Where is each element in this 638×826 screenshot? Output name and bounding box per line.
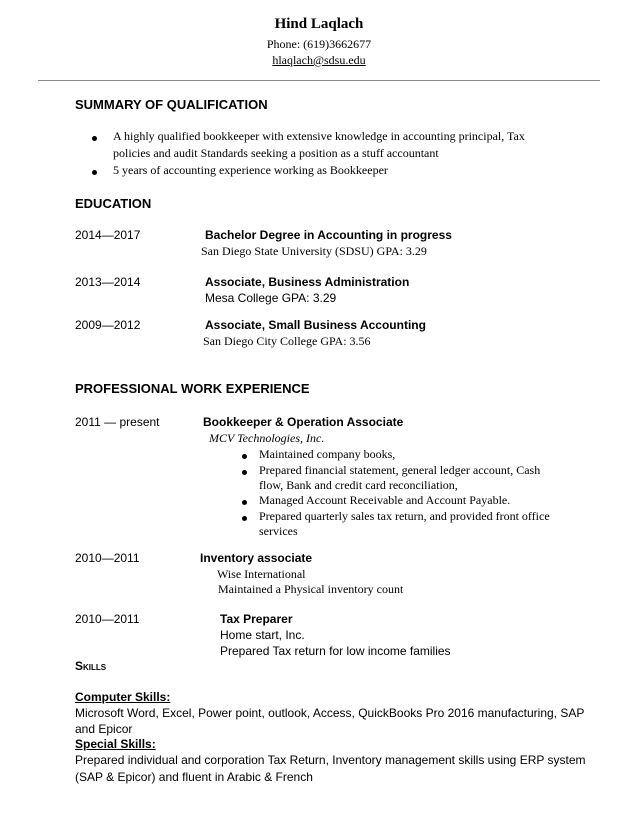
special-skills-line-2: (SAP & Epicor) and fluent in Arabic & French	[75, 770, 313, 784]
summary-bullet-1-line-1: A highly qualified bookkeeper with extensive knowledge in accounting principal, Tax	[113, 129, 525, 143]
summary-bullet-1-line-2: policies and audit Standards seeking a position as a stuff accountant	[113, 146, 439, 160]
education-degree: Associate, Small Business Accounting	[205, 318, 426, 332]
education-heading: EDUCATION	[75, 196, 152, 211]
education-years: 2009—2012	[75, 318, 141, 332]
header-divider	[38, 80, 600, 81]
bullet-icon	[92, 136, 97, 141]
applicant-name: Hind Laqlach	[274, 16, 364, 32]
job-years: 2010—2011	[75, 551, 140, 565]
job-detail: Maintained a Physical inventory count	[218, 582, 404, 596]
special-skills-label: Special Skills:	[75, 737, 156, 751]
computer-skills-label: Computer Skills:	[75, 690, 171, 704]
job-duty-continued: flow, Bank and credit card reconciliation,	[259, 478, 458, 492]
education-school: Mesa College GPA: 3.29	[205, 291, 337, 305]
email-row	[0, 53, 638, 68]
job-duty: Prepared financial statement, general ledger account, Cash	[259, 463, 541, 477]
education-school: San Diego State University (SDSU) GPA: 3.29	[201, 244, 427, 258]
job-title: Tax Preparer	[220, 612, 293, 626]
job-title: Inventory associate	[200, 551, 313, 565]
job-years: 2011 — present	[75, 415, 160, 429]
computer-skills-line-1: Microsoft Word, Excel, Power point, outlook, Access, QuickBooks Pro 2016 manufacturing, SAP	[75, 706, 585, 720]
education-degree: Bachelor Degree in Accounting in progress	[205, 228, 452, 242]
bullet-icon	[92, 170, 97, 175]
job-company: Home start, Inc.	[220, 628, 305, 642]
education-school: San Diego City College GPA: 3.56	[203, 334, 371, 348]
education-years: 2014—2017	[75, 228, 141, 242]
bullet-icon	[242, 516, 247, 521]
computer-skills-line-2: and Epicor	[75, 722, 133, 736]
job-duty: Managed Account Receivable and Account Payable.	[259, 493, 511, 507]
special-skills-line-1: Prepared individual and corporation Tax Return, Inventory management skills using ERP system	[75, 753, 586, 767]
job-company: Wise International	[217, 567, 306, 581]
job-title: Bookkeeper & Operation Associate	[203, 415, 404, 429]
job-duty: Maintained company books,	[259, 447, 396, 461]
summary-heading: SUMMARY OF QUALIFICATION	[75, 97, 268, 112]
bullet-icon	[242, 500, 247, 505]
job-duty-continued: services	[259, 524, 298, 538]
phone-number: Phone: (619)3662677	[266, 37, 372, 51]
job-detail: Prepared Tax return for low income families	[220, 644, 451, 658]
email-link[interactable]: hlaqlach@sdsu.edu	[272, 53, 366, 67]
skills-heading: Skills	[75, 659, 107, 673]
bullet-icon	[242, 470, 247, 475]
bullet-icon	[242, 454, 247, 459]
job-company: MCV Technologies, Inc.	[209, 431, 325, 445]
job-duty: Prepared quarterly sales tax return, and provided front office	[259, 509, 550, 523]
experience-heading: PROFESSIONAL WORK EXPERIENCE	[75, 381, 310, 396]
education-years: 2013—2014	[75, 275, 141, 289]
summary-bullet-2: 5 years of accounting experience working as Bookkeeper	[113, 163, 388, 177]
education-degree: Associate, Business Administration	[205, 275, 410, 289]
job-years: 2010—2011	[75, 612, 140, 626]
